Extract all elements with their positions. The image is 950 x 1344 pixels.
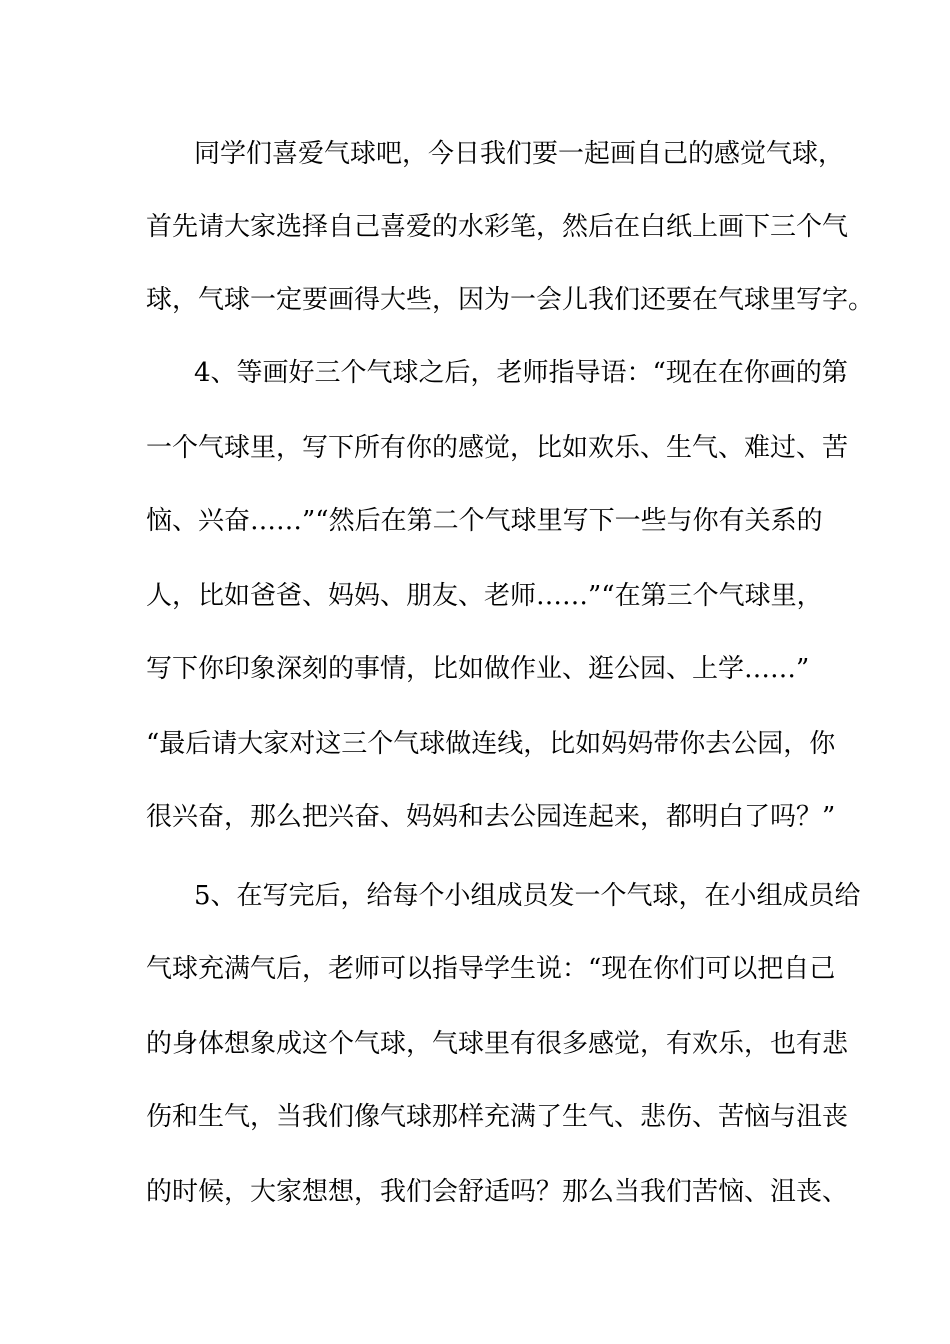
text-line: 写下你印象深刻的事情，比如做作业、逛公园、上学……” [146, 654, 810, 684]
text-line: 4、等画好三个气球之后，老师指导语：“现在在你画的第 [194, 358, 848, 388]
text-line: 很兴奋，那么把兴奋、妈妈和去公园连起来，都明白了吗？” [146, 802, 836, 832]
text-line: 同学们喜爱气球吧，今日我们要一起画自己的感觉气球， [194, 139, 845, 169]
text-line: 恼、兴奋……”“然后在第二个气球里写下一些与你有关系的 [146, 506, 823, 536]
text-line: 气球充满气后，老师可以指导学生说：“现在你们可以把自己 [146, 954, 836, 984]
text-line: “最后请大家对这三个气球做连线，比如妈妈带你去公园，你 [146, 729, 836, 759]
text-line: 一个气球里，写下所有你的感觉，比如欢乐、生气、难过、苦 [146, 433, 849, 463]
text-line: 的身体想象成这个气球，气球里有很多感觉，有欢乐，也有悲 [146, 1029, 849, 1059]
text-line: 5、在写完后，给每个小组成员发一个气球，在小组成员给 [194, 881, 861, 911]
text-line: 伤和生气，当我们像气球那样充满了生气、悲伤、苦恼与沮丧 [146, 1102, 849, 1132]
text-line: 球，气球一定要画得大些，因为一会儿我们还要在气球里写字。 [146, 285, 875, 315]
text-line: 首先请大家选择自己喜爱的水彩笔，然后在白纸上画下三个气 [146, 212, 849, 242]
text-line: 人，比如爸爸、妈妈、朋友、老师……”“在第三个气球里， [146, 581, 823, 611]
text-line: 的时候，大家想想，我们会舒适吗？那么当我们苦恼、沮丧、 [146, 1177, 849, 1207]
